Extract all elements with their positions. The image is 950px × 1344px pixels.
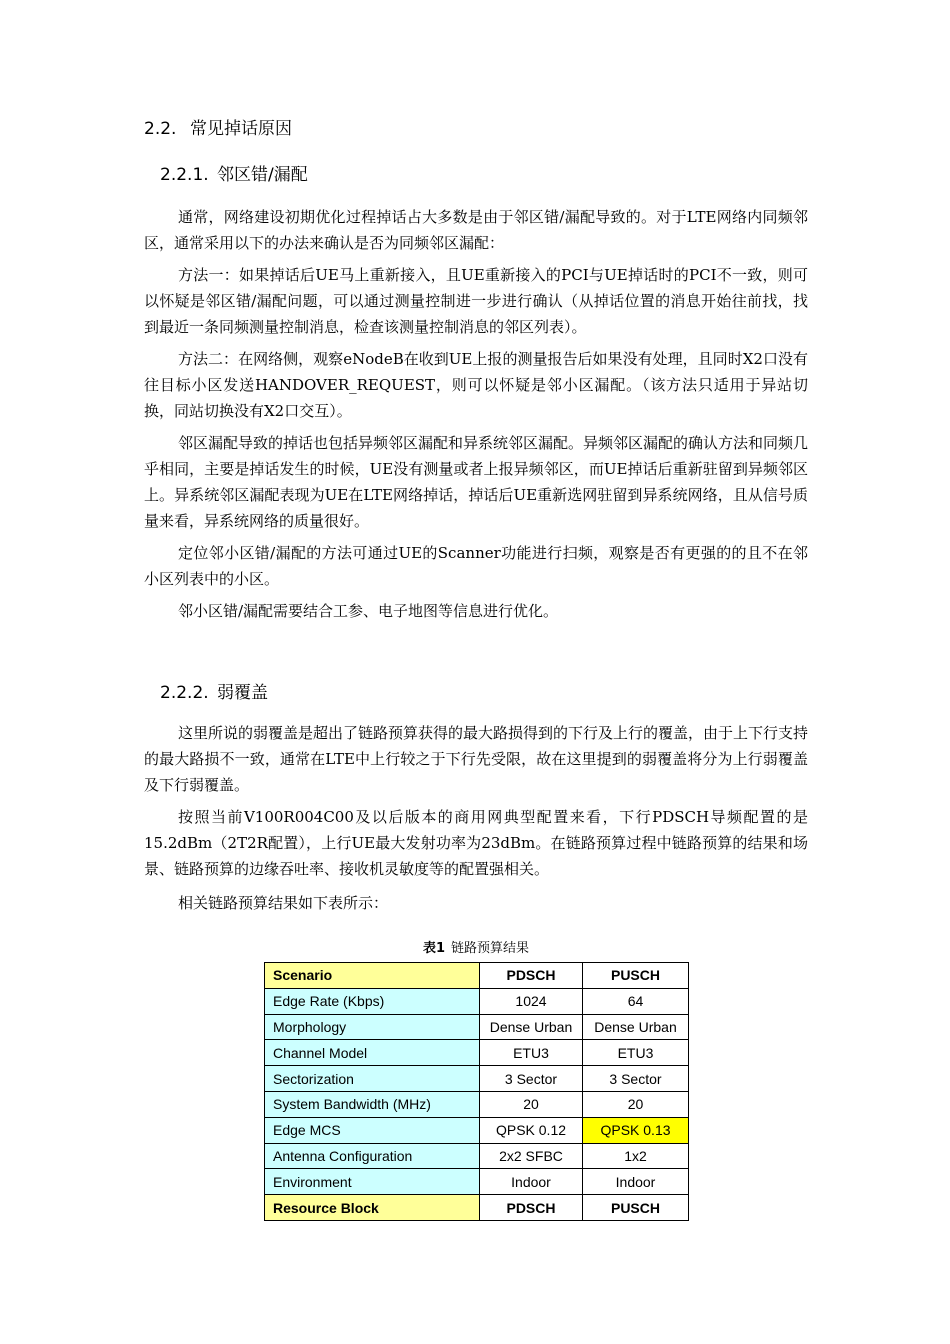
table-row (265, 1169, 689, 1195)
paragraph: 通常，网络建设初期优化过程掉话占大多数是由于邻区错/漏配导致的。对于LTE网络内同频邻区，通常采用以下的办法来确认是否为同频邻区漏配： (144, 208, 808, 252)
table-cell: Resource Block (265, 1195, 480, 1221)
paragraph: 按照当前V100R004C00及以后版本的商用网典型配置来看，下行PDSCH导频配置的是15.2dBm（2T2R配置），上行UE最大发射功率为23dBm。在链路预算过程中链路预算的结果和场景、链路预算的边缘吞吐率、接收机灵敏度等的配置强相关。 (144, 808, 808, 878)
table-cell: 2x2 SFBC (480, 1143, 583, 1169)
table-row (265, 1091, 689, 1117)
table-cell: 3 Sector (480, 1066, 583, 1092)
table-cell: Sectorization (265, 1066, 480, 1092)
table-row (265, 1014, 689, 1040)
table-cell: Edge Rate (Kbps) (265, 988, 480, 1014)
link-budget-table (264, 962, 689, 1221)
section-number: 2.2. (144, 119, 177, 139)
table-cell: Channel Model (265, 1040, 480, 1066)
table-cell: 64 (583, 988, 689, 1014)
table-row (265, 988, 689, 1014)
table-cell: 3 Sector (583, 1066, 689, 1092)
table-cell: Antenna Configuration (265, 1143, 480, 1169)
table-cell: PUSCH (583, 963, 689, 989)
table-cell: System Bandwidth (MHz) (265, 1091, 480, 1117)
paragraph: 相关链路预算结果如下表所示： (178, 894, 389, 912)
table-cell: 1x2 (583, 1143, 689, 1169)
table-cell: ETU3 (583, 1040, 689, 1066)
table-cell: Morphology (265, 1014, 480, 1040)
paragraph: 邻区漏配导致的掉话也包括异频邻区漏配和异系统邻区漏配。异频邻区漏配的确认方法和同频几乎相同，主要是掉话发生的时候，UE没有测量或者上报异频邻区，而UE掉话后重新驻留到异频邻区上。异系统邻区漏配表现为UE在LTE网络掉话，掉话后UE重新选网驻留到异系统网络，且从信号质量来看，异系统网络的质量很好。 (144, 434, 809, 530)
table-caption-text: 链路预算结果 (451, 941, 530, 956)
table-caption (264, 937, 688, 956)
paragraph: 方法一：如果掉话后UE马上重新接入，且UE重新接入的PCI与UE掉话时的PCI不一致，则可以怀疑是邻区错/漏配问题，可以通过测量控制进一步进行确认（从掉话位置的消息开始往前找，找到最近一条同频测量控制消息，检查该测量控制消息的邻区列表）。 (144, 266, 808, 336)
table-cell: QPSK 0.12 (480, 1117, 583, 1143)
table-cell: Dense Urban (480, 1014, 583, 1040)
table-cell: PDSCH (480, 963, 583, 989)
table-header-row (265, 1195, 689, 1221)
subsection-number: 2.2.2. (160, 683, 209, 703)
section-title: 常见掉话原因 (190, 119, 292, 139)
section-heading (144, 114, 292, 139)
subsection-title: 邻区错/漏配 (217, 165, 308, 185)
table-row (265, 1066, 689, 1092)
table-cell: Indoor (583, 1169, 689, 1195)
table-cell: 1024 (480, 988, 583, 1014)
table-cell: 20 (583, 1091, 689, 1117)
subsection-title: 弱覆盖 (217, 683, 268, 703)
subsection-heading-neighbor (160, 160, 308, 185)
table-cell: ETU3 (480, 1040, 583, 1066)
table-cell: Scenario (265, 963, 480, 989)
paragraph: 定位邻小区错/漏配的方法可通过UE的Scanner功能进行扫频，观察是否有更强的的且不在邻小区列表中的小区。 (144, 544, 808, 588)
table-cell: Environment (265, 1169, 480, 1195)
table-cell: Edge MCS (265, 1117, 480, 1143)
paragraph: 这里所说的弱覆盖是超出了链路预算获得的最大路损得到的下行及上行的覆盖，由于上下行支持的最大路损不一致，通常在LTE中上行较之于下行先受限，故在这里提到的弱覆盖将分为上行弱覆盖及下行弱覆盖。 (144, 724, 809, 794)
table-cell: Dense Urban (583, 1014, 689, 1040)
table-cell: 20 (480, 1091, 583, 1117)
subsection-number: 2.2.1. (160, 165, 209, 185)
table-row (265, 1040, 689, 1066)
table-row (265, 1117, 689, 1143)
paragraph: 邻小区错/漏配需要结合工参、电子地图等信息进行优化。 (178, 602, 559, 620)
table-header-row (265, 963, 689, 989)
table-cell: PDSCH (480, 1195, 583, 1221)
table-caption-label: 表1 (422, 941, 446, 956)
table-cell: PUSCH (583, 1195, 689, 1221)
table-row (265, 1143, 689, 1169)
paragraph: 方法二：在网络侧，观察eNodeB在收到UE上报的测量报告后如果没有处理，且同时X2口没有往目标小区发送HANDOVER_REQUEST，则可以怀疑是邻小区漏配。（该方法只适用于异站切换，同站切换没有X2口交互）。 (144, 350, 808, 420)
table-cell: Indoor (480, 1169, 583, 1195)
table-cell-highlighted: QPSK 0.13 (583, 1117, 689, 1143)
subsection-heading-weak-coverage (160, 678, 268, 703)
